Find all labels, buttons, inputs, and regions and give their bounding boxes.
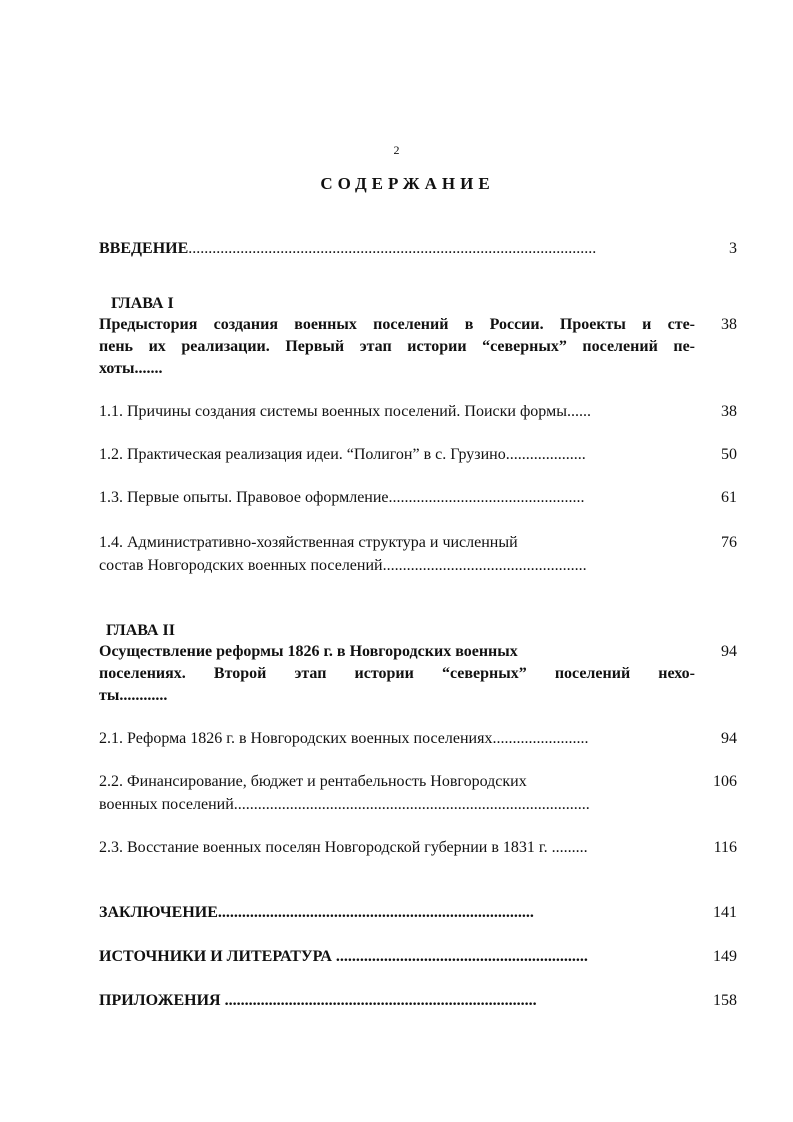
toc-section-2-3[interactable]: 2.3. Восстание военных поселян Новгородской губернии в 1831 г. ......... — [99, 839, 588, 856]
toc-section-1-4-line-2[interactable]: состав Новгородских военных поселений................................................... — [99, 557, 587, 574]
chapter-1-heading: ГЛАВА I — [111, 295, 174, 312]
chapter-1-title-line-2[interactable]: пень их реализации. Первый этап истории “северных” поселений пе- — [99, 338, 695, 355]
chapter-1-page: 38 — [721, 316, 737, 333]
toc-conclusion-page: 141 — [713, 904, 737, 921]
toc-section-1-4-line-1[interactable]: 1.4. Административно-хозяйственная структура и численный — [99, 534, 518, 551]
toc-leader-dots: ............................................................................... — [217, 904, 534, 921]
chapter-2-heading: ГЛАВА II — [106, 622, 175, 639]
toc-conclusion-label: ЗАКЛЮЧЕНИЕ — [99, 904, 218, 921]
toc-intro-page: 3 — [729, 240, 737, 257]
toc-leader-dots: .............................................................................. — [224, 992, 537, 1009]
toc-section-2-2-line-2[interactable]: военных поселений......................................................................................... — [99, 796, 590, 813]
chapter-2-title-line-1[interactable]: Осуществление реформы 1826 г. в Новгородских военных — [99, 643, 518, 660]
chapter-2-title-line-2[interactable]: поселениях. Второй этап истории “северных” поселений нехо- — [99, 665, 695, 682]
toc-conclusion[interactable] — [99, 902, 677, 924]
toc-appendix[interactable] — [99, 990, 677, 1012]
toc-appendix-label: ПРИЛОЖЕНИЯ — [99, 992, 221, 1009]
toc-leader-dots: ...................................................................................................... — [188, 240, 597, 257]
chapter-1-title-line-3[interactable]: хоты....... — [99, 360, 163, 377]
toc-sources-page: 149 — [713, 948, 737, 965]
toc-section-2-3-page: 116 — [713, 839, 737, 856]
page-title: СОДЕРЖАНИЕ — [320, 174, 495, 193]
toc-section-2-2-line-1[interactable]: 2.2. Финансирование, бюджет и рентабельность Новгородских — [99, 773, 527, 790]
toc-sources[interactable] — [99, 946, 677, 968]
toc-section-1-3-page: 61 — [721, 489, 737, 506]
toc-sources-label: ИСТОЧНИКИ И ЛИТЕРАТУРА — [99, 948, 332, 965]
page-number: 2 — [393, 143, 400, 157]
chapter-2-page: 94 — [721, 643, 737, 660]
chapter-2-title-line-3[interactable]: ты............ — [99, 687, 168, 704]
toc-section-1-1[interactable]: 1.1. Причины создания системы военных поселений. Поиски формы...... — [99, 403, 591, 420]
toc-intro[interactable] — [99, 238, 677, 260]
toc-leader-dots: ............................................................... — [335, 948, 588, 965]
toc-section-2-2-page: 106 — [713, 773, 737, 790]
toc-section-1-3[interactable]: 1.3. Первые опыты. Правовое оформление................................................. — [99, 489, 585, 506]
toc-section-2-1-page: 94 — [721, 730, 737, 747]
toc-section-1-2[interactable]: 1.2. Практическая реализация идеи. “Полигон” в с. Грузино.................... — [99, 446, 586, 463]
chapter-1-title-line-1[interactable]: Предыстория создания военных поселений в России. Проекты и сте- — [99, 316, 695, 333]
toc-section-1-4-page: 76 — [721, 534, 737, 551]
toc-section-2-1[interactable]: 2.1. Реформа 1826 г. в Новгородских военных поселениях........................ — [99, 730, 589, 747]
toc-intro-label: ВВЕДЕНИЕ — [99, 240, 189, 257]
toc-appendix-page: 158 — [713, 992, 737, 1009]
toc-section-1-1-page: 38 — [721, 403, 737, 420]
toc-section-1-2-page: 50 — [721, 446, 737, 463]
